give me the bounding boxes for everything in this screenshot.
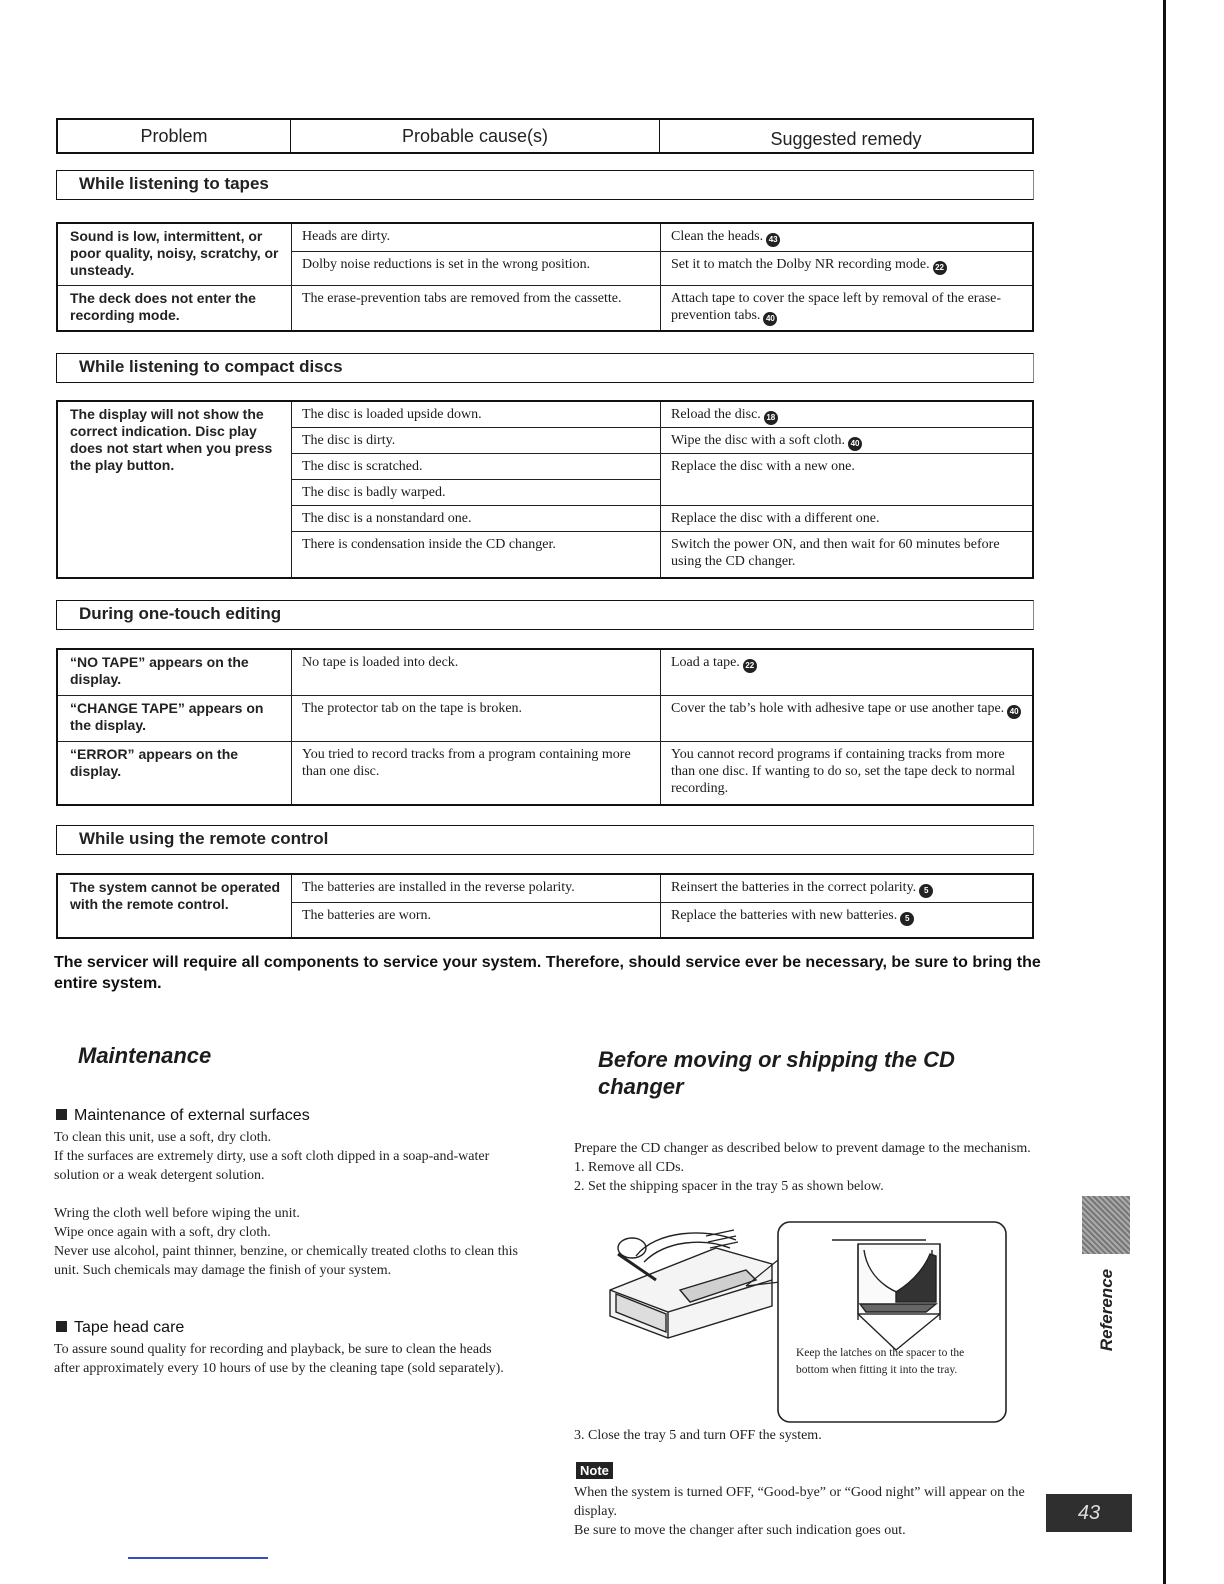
paragraph: Never use alcohol, paint thinner, benzine, or chemically treated cloths to clean this unit. Such chemicals may damage the finish of your system. [54,1244,518,1278]
remedy-cell [661,428,1034,454]
cause-cell [292,695,661,741]
remedy-text: Switch the power ON, and then wait for 60 minutes before using the CD changer. [671,537,1000,569]
remedy-text: Replace the disc with a new one. [671,459,855,474]
servicer-note: The servicer will require all components to service your system. Therefore, should service ever be necessary, be sure to bring the entire system. [54,954,1041,992]
problem-cell: The deck does not enter the recording mode. [57,285,292,331]
tape-head-heading [56,1319,184,1337]
remedy-cell [661,454,1034,506]
remedy-text: Replace the disc with a different one. [671,511,880,526]
section-title: During one-touch editing [79,604,282,623]
tape-head-text: To assure sound quality for recording and playback, be sure to clean the heads after approximately every 10 hours of use by the cleaning tape (sold separately). [54,1342,504,1376]
table-row [57,223,1033,251]
cause-cell [292,251,661,285]
cause-cell [292,428,661,454]
paragraph: Wipe once again with a soft, dry cloth. [54,1225,271,1240]
shipping-instructions [574,1139,1036,1196]
step: 1. Remove all CDs. [574,1160,685,1175]
square-bullet-icon [56,1109,67,1120]
shipping-title [598,1046,955,1100]
remedy-text: Cover the tab’s hole with adhesive tape or use another tape. [671,700,1005,716]
cause-cell [292,741,661,805]
heading-text: Maintenance of external surfaces [74,1107,310,1124]
section-remote [56,825,1034,855]
section-title: While using the remote control [79,829,329,848]
remedy-text: Wipe the disc with a soft cloth. [671,433,846,448]
remedy-cell [661,506,1034,532]
cause-cell [292,874,661,902]
remedy-text: Set it to match the Dolby NR recording mode. [671,256,930,272]
remedy-cell [661,251,1034,285]
remedy-text: Attach tape to cover the space left by removal of the erase-prevention tabs. [671,290,1002,323]
cds-table [56,400,1034,579]
cause-cell [292,902,661,938]
remedy-text: Reinsert the batteries in the correct polarity. [671,880,917,895]
cause-cell [292,454,661,480]
note-label: Note [576,1462,613,1479]
remedy-cell [661,874,1034,902]
remedy-text: Replace the batteries with new batteries. [671,907,898,923]
remote-table [56,873,1034,939]
cause-cell [292,506,661,532]
cause-text: The disc is loaded upside down. [302,407,482,422]
cause-cell [292,401,661,428]
table-row [57,695,1033,741]
square-bullet-icon [56,1321,67,1332]
table-header [56,118,1034,154]
paragraph: If the surfaces are extremely dirty, use a soft cloth dipped in a soap-and-water solution or a weak detergent solution. [54,1149,490,1183]
remedy-cell [661,532,1034,578]
table-row [57,401,1033,428]
cause-text: The disc is scratched. [302,459,423,474]
remedy-cell [661,223,1034,251]
problem-cell: “ERROR” appears on the display. [57,741,292,805]
paragraph: Prepare the CD changer as described below to prevent damage to the mechanism. [574,1141,1031,1156]
cause-text: The erase-prevention tabs are removed from the cassette. [302,290,622,306]
title-line: Before moving or shipping the CD [598,1047,955,1072]
paragraph: When the system is turned OFF, “Good-bye” or “Good night” will appear on the display. [574,1485,1025,1519]
header-remedy: Suggested remedy [770,128,922,149]
header-cause: Probable cause(s) [401,125,549,146]
section-tapes [56,170,1034,200]
remedy-cell [661,285,1034,331]
problem-cell: The display will not show the correct indication. Disc play does not start when you press the play button. [57,401,292,578]
external-surfaces-text [54,1128,518,1280]
cause-text: The disc is dirty. [302,433,396,448]
remedy-text: Reload the disc. [671,407,761,422]
problem-cell: The system cannot be operated with the remote control. [57,874,292,938]
table-row [57,874,1033,902]
shipping-spacer-illustration [596,1220,1016,1426]
remedy-cell [661,649,1034,695]
page-ref-icon: 5 [900,912,914,926]
note-badge [576,1462,613,1480]
header-problem: Problem [140,125,208,146]
tapes-table [56,222,1034,332]
problem-cell: Sound is low, intermittent, or poor quality, noisy, scratchy, or unsteady. [57,223,292,285]
cause-text: Dolby noise reductions is set in the wrong position. [302,256,591,272]
bottom-rule [128,1557,268,1559]
problem-cell: “CHANGE TAPE” appears on the display. [57,695,292,741]
cause-text: Heads are dirty. [302,229,391,244]
remedy-cell [661,695,1034,741]
page-ref-icon: 22 [743,659,757,673]
cause-cell [292,285,661,331]
page-ref-icon: 40 [1007,705,1021,719]
side-tab-text: Reference [1097,1268,1116,1352]
cause-cell [292,532,661,578]
paragraph: Wring the cloth well before wiping the unit. [54,1206,300,1221]
page-number: 43 [1046,1494,1132,1532]
remedy-cell [661,401,1034,428]
page-ref-icon: 43 [766,233,780,247]
cause-text: You tried to record tracks from a program containing more than one disc. [302,746,631,779]
page-edge-rule [1163,0,1166,1584]
cause-text: No tape is loaded into deck. [302,655,459,670]
section-cds [56,353,1034,383]
cause-text: The disc is a nonstandard one. [302,511,472,526]
external-surfaces-heading [56,1107,310,1125]
page-ref-icon: 40 [848,437,862,451]
cause-text: The disc is badly warped. [302,485,446,500]
section-title: While listening to compact discs [79,357,343,376]
table-row [57,741,1033,805]
cause-text: The batteries are installed in the reverse polarity. [302,880,575,895]
cause-cell [292,223,661,251]
section-title: While listening to tapes [79,174,269,193]
title-line: changer [598,1074,684,1099]
problem-cell: “NO TAPE” appears on the display. [57,649,292,695]
cause-cell [292,649,661,695]
side-tab-label [1094,1258,1120,1368]
remedy-cell [661,741,1034,805]
editing-table [56,648,1034,806]
cause-text: The batteries are worn. [302,907,432,923]
callout-text: Keep the latches on the spacer to the bottom when fitting it into the tray. [796,1347,965,1376]
maintenance-title: Maintenance [78,1043,212,1068]
table-row [57,649,1033,695]
note-text [574,1483,1040,1540]
step: 2. Set the shipping spacer in the tray 5 as shown below. [574,1179,884,1194]
page-ref-icon: 22 [933,261,947,275]
cause-cell [292,480,661,506]
page-ref-icon: 18 [764,411,778,425]
paragraph: Be sure to move the changer after such indication goes out. [574,1523,906,1538]
paragraph: To clean this unit, use a soft, dry cloth. [54,1130,272,1145]
heading-text: Tape head care [74,1319,185,1336]
side-tab-marker [1082,1196,1130,1254]
remedy-cell [661,902,1034,938]
shipping-step-3: 3. Close the tray 5 and turn OFF the system. [574,1428,822,1443]
remedy-text: Load a tape. [671,655,740,670]
remedy-text: Clean the heads. [671,229,764,244]
section-editing [56,600,1034,630]
table-row [57,285,1033,331]
page-ref-icon: 5 [919,884,933,898]
remedy-text: You cannot record programs if containing tracks from more than one disc. If wanting to do so, set the tape deck to normal recording. [671,746,1016,796]
cause-text: The protector tab on the tape is broken. [302,700,523,716]
cause-text: There is condensation inside the CD changer. [302,537,556,552]
page-ref-icon: 40 [763,312,777,326]
